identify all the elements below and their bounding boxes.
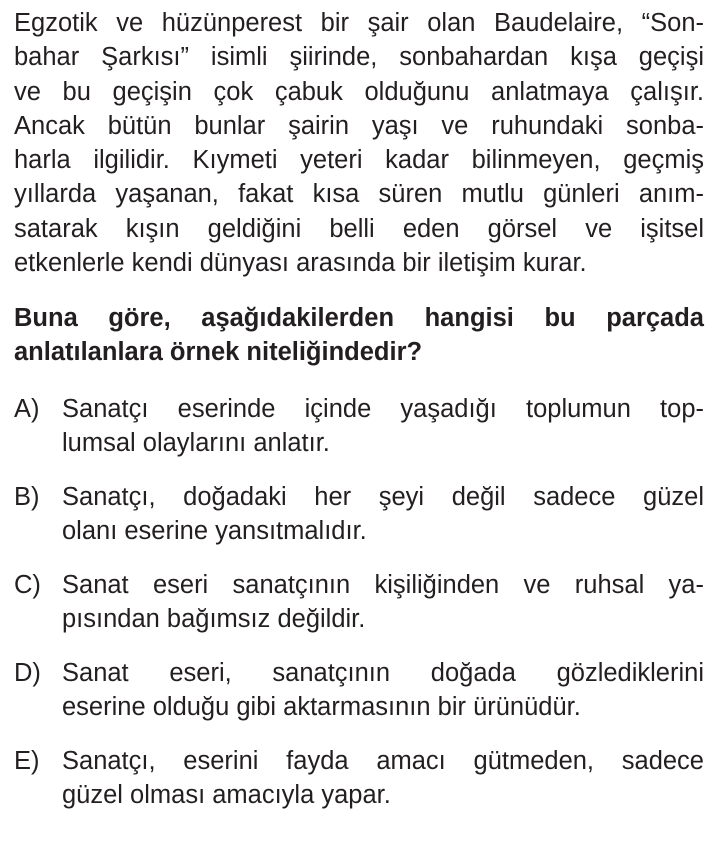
option-line: olanı eserine yansıtmalıdır. <box>62 517 367 546</box>
option-text <box>62 744 704 812</box>
option-letter: D) <box>14 659 41 688</box>
option-text <box>62 568 704 636</box>
passage-line: bahar Şarkısı” isimli şiirinde, sonbahardan kışa geçişi <box>14 43 704 72</box>
option-line: pısından bağımsız değildir. <box>62 605 366 634</box>
question-line: anlatılanlara örnek niteliğindedir? <box>14 338 423 367</box>
option-letter: B) <box>14 483 40 512</box>
option-letter: C) <box>14 571 41 600</box>
option-line: Sanat eseri sanatçının kişiliğinden ve ruhsal ya- <box>62 571 704 600</box>
option-line: güzel olması amacıyla yapar. <box>62 781 391 810</box>
option-line: Sanatçı, eserini fayda amacı gütmeden, sadece <box>62 747 704 776</box>
passage-line: ve bu geçişin çok çabuk olduğunu anlatmaya çalışır. <box>14 77 704 106</box>
question-line: Buna göre, aşağıdakilerden hangisi bu parçada <box>14 304 704 333</box>
passage-line: etkenlerle kendi dünyası arasında bir iletişim kurar. <box>14 249 587 278</box>
option-letter: A) <box>14 395 40 424</box>
option-a[interactable] <box>14 392 704 460</box>
passage-line: yıllarda yaşanan, fakat kısa süren mutlu günleri anım- <box>14 180 704 209</box>
passage-line: harla ilgilidir. Kıymeti yeteri kadar bilinmeyen, geçmiş <box>14 146 704 175</box>
option-c[interactable] <box>14 568 704 636</box>
reading-passage <box>14 6 704 280</box>
option-line: Sanatçı, doğadaki her şeyi değil sadece güzel <box>62 483 704 512</box>
option-line: eserine olduğu gibi aktarmasının bir ürünüdür. <box>62 693 581 722</box>
option-letter: E) <box>14 747 40 776</box>
option-line: lumsal olaylarını anlatır. <box>62 429 330 458</box>
option-e[interactable] <box>14 744 704 812</box>
option-text <box>62 480 704 548</box>
option-line: Sanat eseri, sanatçının doğada gözlediklerini <box>62 659 704 688</box>
option-d[interactable] <box>14 656 704 724</box>
question-stem <box>14 301 704 369</box>
option-line: Sanatçı eserinde içinde yaşadığı toplumun top- <box>62 395 704 424</box>
option-text <box>62 656 704 724</box>
option-text <box>62 392 704 460</box>
option-b[interactable] <box>14 480 704 548</box>
answer-options <box>14 392 704 812</box>
passage-line: Egzotik ve hüzünperest bir şair olan Baudelaire, “Son- <box>14 9 704 37</box>
passage-line: satarak kışın geldiğini belli eden görsel ve işitsel <box>14 214 704 243</box>
passage-line: Ancak bütün bunlar şairin yaşı ve ruhundaki sonba- <box>14 111 704 140</box>
question-page <box>14 6 704 832</box>
